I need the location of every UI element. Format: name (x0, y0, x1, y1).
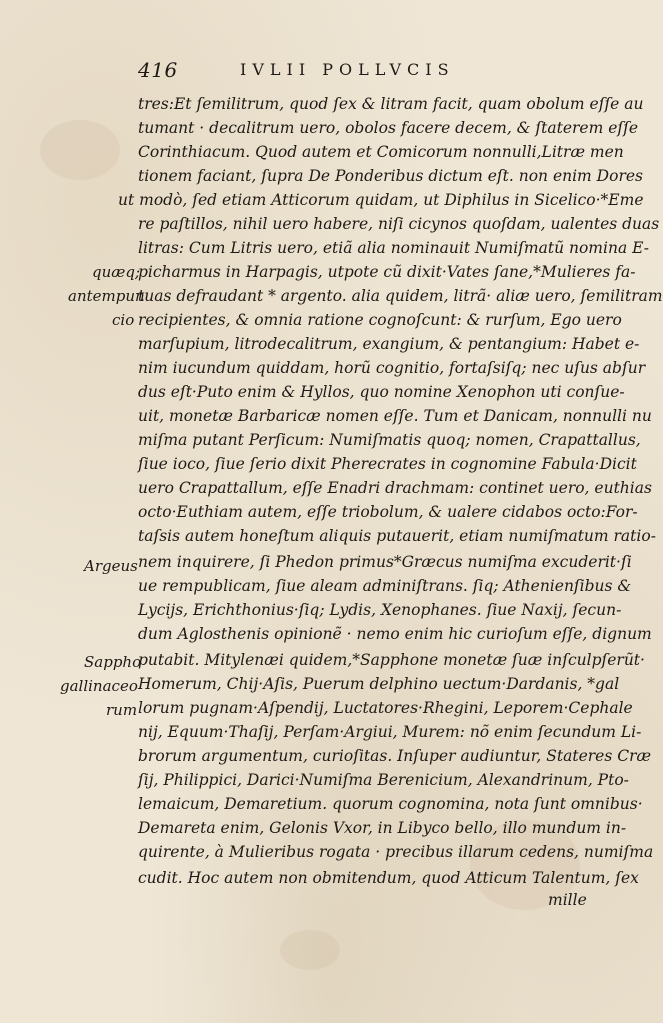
text-line: Demareta enim, Gelonis Vxor, in Libyco bello, illo mundum in- (138, 819, 627, 837)
text-line: nij, Equum·Thaſij, Perſam·Argiui, Murem: nõ enim ſecundum Li- (138, 723, 642, 741)
page-number: 416 (138, 58, 178, 82)
text-line: Homerum, Chij·Aſis, Puerum delphino uectum·Dardanis, *gal (138, 675, 620, 693)
margin-note: Argeus (84, 557, 138, 575)
margin-note: Sappho (84, 653, 142, 671)
text-line: Corinthiacum. Quod autem et Comicorum nonnulli,Litræ men (138, 143, 624, 161)
text-line: Lycijs, Erichthonius·ſiq; Lydis, Xenophanes. ſiue Naxij, ſecun- (138, 601, 622, 619)
text-line: taſsis autem honeſtum aliquis putauerit, etiam numiſmatum ratio- (138, 527, 656, 545)
text-line: uero Crapattallum, eſſe Enadri drachmam: continet uero, euthias (138, 479, 652, 497)
text-line: dus eſt·Puto enim & Hyllos, quo nomine Xenophon uti conſue- (138, 383, 625, 401)
text-line: cudit. Hoc autem non obmitendum, quod Atticum Talentum, ſex (138, 869, 639, 887)
text-line: tuas defraudant * argento. alia quidem, litrã· aliæ uero, ſemilitram (138, 287, 663, 305)
text-line: lorum pugnam·Aſpendij, Luctatores·Rhegini, Leporem·Cephale (138, 699, 633, 717)
text-line: re paſtillos, nihil uero habere, niſi cicynos quoſdam, ualentes duas (138, 215, 660, 233)
margin-note: antempun (68, 287, 145, 305)
text-line: ſiue ioco, ſiue ſerio dixit Pherecrates in cognomine Fabula·Dicit (138, 455, 637, 473)
margin-note: rum (106, 701, 138, 719)
text-line: nem inquirere, ſi Phedon primus*Græcus numiſma excuderit·ſi (138, 553, 632, 571)
text-line: quirente, à Mulieribus rogata · precibus illarum cedens, numiſma (138, 843, 654, 861)
text-line: octo·Euthiam autem, eſſe triobolum, & ualere cidabos octo:For- (138, 503, 638, 521)
text-line: litras: Cum Litris uero, etiã alia nominauit Numiſmatũ nomina E- (138, 239, 649, 257)
text-line: ue rempublicam, ſiue aleam adminiſtrans. ſiq; Athenienſibus & (138, 577, 632, 595)
text-line: lemaicum, Demaretium. quorum cognomina, nota ſunt omnibus· (138, 795, 643, 813)
text-line: uit, monetæ Barbaricæ nomen eſſe. Tum et Danicam, nonnulli nu (138, 407, 652, 425)
running-title: IVLII POLLVCIS (240, 60, 455, 79)
text-line: nim iucundum quiddam, horũ cognitio, fortaſsiſq; nec uſus abſur (138, 359, 646, 377)
margin-note: cio (112, 311, 135, 329)
text-line: tres:Et ſemilitrum, quod ſex & litram facit, quam obolum eſſe au (138, 95, 644, 113)
text-line: marſupium, litrodecalitrum, exangium, & pentangium: Habet e- (138, 335, 640, 353)
text-line: recipientes, & omnia ratione cognoſcunt: & rurſum, Ego uero (138, 311, 622, 329)
text-line: tumant · decalitrum uero, obolos facere decem, & ſtaterem eſſe (138, 119, 639, 137)
paper-stain (280, 930, 340, 970)
margin-note: quæq; (92, 263, 141, 281)
margin-note: gallinaceo (60, 677, 138, 695)
text-line: miſma putant Perſicum: Numiſmatis quoq; nomen, Crapattallus, (138, 431, 641, 449)
text-line: tionem faciant, ſupra De Ponderibus dictum eſt. non enim Dores (138, 167, 643, 185)
paper-stain (40, 120, 120, 180)
text-line: putabit. Mitylenæi quidem,*Sapphone monetæ ſuæ inſculpſerũt· (138, 651, 645, 669)
text-line: dum Aglosthenis opinionẽ · nemo enim hic curioſum eſſe, dignum (138, 625, 652, 643)
page-header (138, 58, 538, 82)
text-line: brorum argumentum, curioſitas. Inſuper audiuntur, Stateres Cræ (138, 747, 652, 765)
text-line: mille (548, 891, 587, 909)
text-line: ſij, Philippici, Darici·Numiſma Berenicium, Alexandrinum, Pto- (138, 771, 629, 789)
text-line: picharmus in Harpagis, utpote cũ dixit·Vates ſane,*Mulieres fa- (138, 263, 636, 281)
text-line: ut modò, ſed etiam Atticorum quidam, ut Diphilus in Sicelico·*Eme (118, 191, 644, 209)
